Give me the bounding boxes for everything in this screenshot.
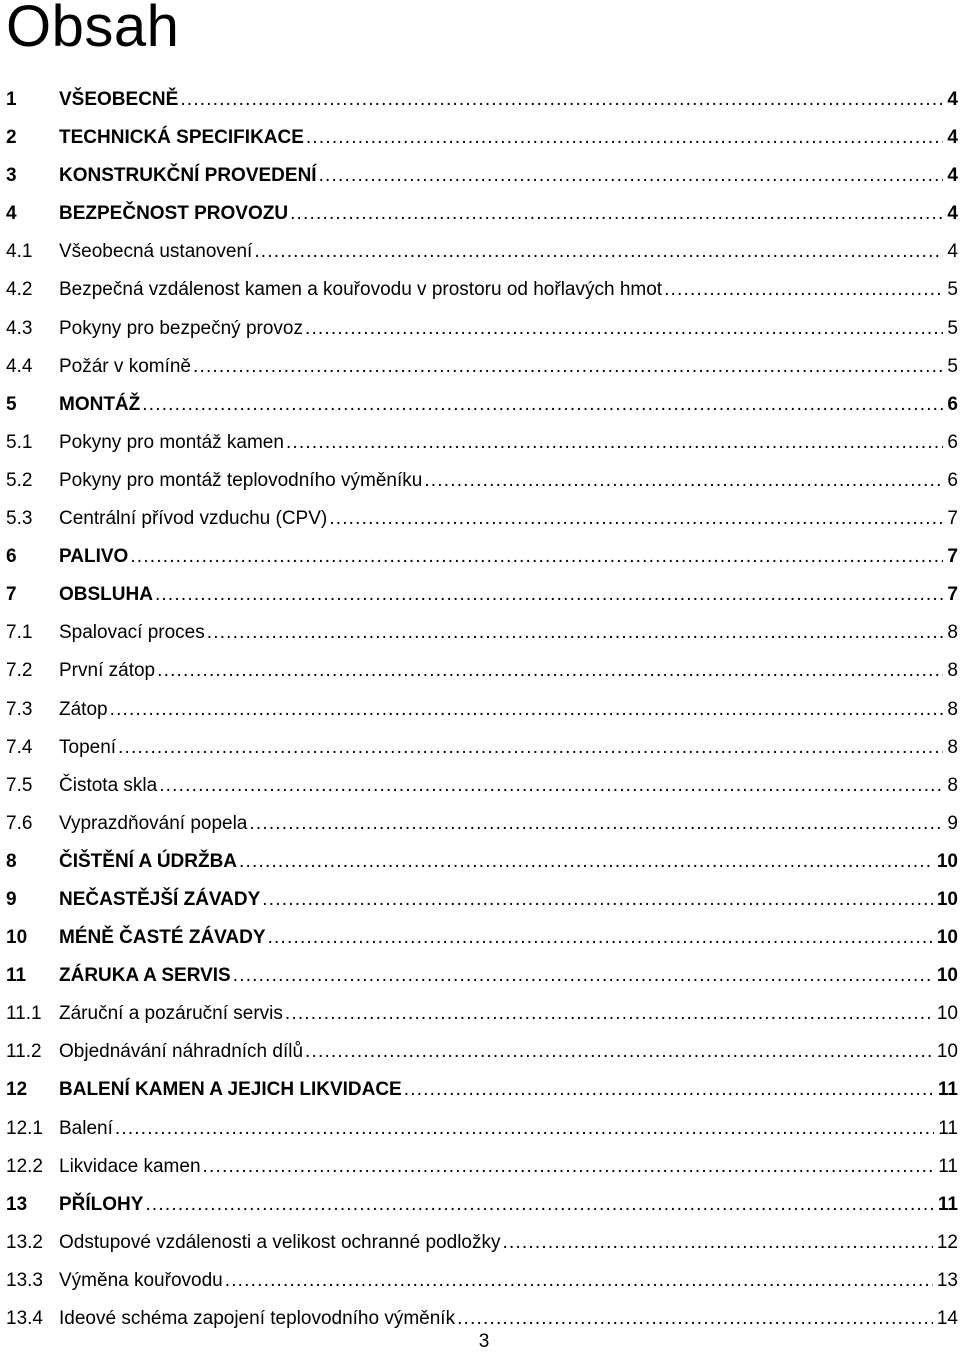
- toc-entry-number: 10: [6, 927, 28, 949]
- toc-entry[interactable]: [6, 424, 958, 462]
- toc-entry-number: 3: [6, 165, 17, 187]
- toc-dot-leader: [254, 233, 943, 271]
- toc-dot-leader: [286, 424, 943, 462]
- toc-entry-page: 6: [947, 393, 958, 415]
- toc-entry-number: 8: [6, 850, 17, 872]
- toc-entry[interactable]: [6, 500, 958, 538]
- toc-dot-leader: [285, 995, 933, 1033]
- toc-entry[interactable]: [6, 1186, 958, 1224]
- toc-dot-leader: [319, 157, 944, 195]
- toc-entry-label: Výměna kouřovodu: [59, 1269, 223, 1291]
- toc-entry-label: ZÁRUKA A SERVIS: [59, 965, 231, 987]
- toc-entry-page: 7: [947, 546, 958, 568]
- toc-entry[interactable]: [6, 843, 958, 881]
- toc-entry-page: 4: [947, 241, 958, 263]
- toc-entry[interactable]: [6, 652, 958, 690]
- toc-entry-number: 7.1: [6, 622, 33, 644]
- toc-entry[interactable]: [6, 538, 958, 576]
- toc-entry-label: Odstupové vzdálenosti a velikost ochranné podložky: [59, 1231, 501, 1253]
- toc-entry-page: 5: [947, 317, 958, 339]
- toc-entry-page: 10: [936, 1003, 958, 1025]
- toc-entry-page: 11: [938, 1117, 958, 1139]
- toc-entry[interactable]: [6, 119, 958, 157]
- toc-entry[interactable]: [6, 729, 958, 767]
- toc-entry-label: BALENÍ KAMEN A JEJICH LIKVIDACE: [59, 1079, 402, 1101]
- toc-entry-label: OBSLUHA: [59, 584, 153, 606]
- toc-dot-leader: [157, 652, 943, 690]
- toc-entry[interactable]: [6, 881, 958, 919]
- toc-entry-number: 2: [6, 127, 17, 149]
- toc-entry-page: 8: [947, 736, 958, 758]
- toc-entry-number: 7.5: [6, 774, 33, 796]
- toc-entry-number: 4: [6, 203, 17, 225]
- toc-entry-number: 13: [6, 1193, 28, 1215]
- toc-dot-leader: [233, 957, 933, 995]
- toc-entry[interactable]: [6, 1071, 958, 1109]
- toc-entry-number: 6: [6, 546, 17, 568]
- table-of-contents: [6, 81, 958, 1338]
- toc-entry[interactable]: [6, 1033, 958, 1071]
- toc-dot-leader: [424, 462, 943, 500]
- toc-entry[interactable]: [6, 271, 958, 309]
- toc-entry[interactable]: [6, 614, 958, 652]
- toc-entry-page: 13: [936, 1269, 958, 1291]
- toc-entry-number: 12.2: [6, 1155, 43, 1177]
- toc-entry-page: 11: [937, 1079, 958, 1101]
- toc-entry[interactable]: [6, 1224, 958, 1262]
- toc-dot-leader: [110, 691, 944, 729]
- toc-entry-label: MONTÁŽ: [59, 393, 141, 415]
- toc-entry-number: 13.4: [6, 1308, 43, 1329]
- toc-entry-label: Čistota skla: [59, 774, 158, 796]
- toc-dot-leader: [305, 1033, 933, 1071]
- toc-dot-leader: [155, 576, 943, 614]
- toc-entry-label: BEZPEČNOST PROVOZU: [59, 203, 289, 225]
- toc-entry[interactable]: [6, 1148, 958, 1186]
- toc-entry-label: Bezpečná vzdálenost kamen a kouřovodu v prostoru od hořlavých hmot: [59, 279, 663, 301]
- toc-entry-label: Pokyny pro bezpečný provoz: [59, 317, 303, 339]
- toc-entry-page: 14: [936, 1308, 958, 1329]
- toc-entry-page: 11: [937, 1193, 958, 1215]
- toc-entry[interactable]: [6, 233, 958, 271]
- toc-entry-page: 10: [936, 927, 958, 949]
- toc-entry[interactable]: [6, 691, 958, 729]
- toc-entry-page: 7: [947, 584, 958, 606]
- toc-entry-number: 5.1: [6, 431, 33, 453]
- toc-entry-page: 8: [947, 660, 958, 682]
- toc-entry-label: Pokyny pro montáž kamen: [59, 431, 284, 453]
- toc-entry[interactable]: [6, 157, 958, 195]
- toc-entry[interactable]: [6, 805, 958, 843]
- page-title: Obsah: [6, 0, 180, 59]
- toc-entry-label: NEČASTĚJŠÍ ZÁVADY: [59, 888, 261, 910]
- toc-dot-leader: [225, 1262, 933, 1300]
- toc-entry-number: 4.3: [6, 317, 33, 339]
- toc-dot-leader: [249, 805, 943, 843]
- toc-dot-leader: [239, 843, 933, 881]
- toc-entry[interactable]: [6, 310, 958, 348]
- toc-entry-label: VŠEOBECNĚ: [59, 89, 179, 110]
- toc-entry-number: 4.1: [6, 241, 33, 263]
- toc-entry-label: Zátop: [59, 698, 108, 720]
- toc-entry-number: 1: [6, 89, 17, 110]
- toc-entry-number: 11.1: [6, 1003, 42, 1025]
- toc-dot-leader: [262, 881, 933, 919]
- toc-dot-leader: [404, 1071, 934, 1109]
- toc-entry-number: 7.6: [6, 812, 33, 834]
- toc-entry-page: 4: [947, 127, 958, 149]
- toc-entry[interactable]: [6, 81, 958, 119]
- toc-entry-number: 9: [6, 888, 17, 910]
- toc-entry[interactable]: [6, 462, 958, 500]
- toc-entry-page: 8: [947, 622, 958, 644]
- toc-entry-page: 8: [947, 774, 958, 796]
- toc-entry[interactable]: [6, 995, 958, 1033]
- toc-entry-label: Objednávání náhradních dílů: [59, 1041, 304, 1063]
- toc-entry-page: 6: [947, 431, 958, 453]
- toc-entry[interactable]: [6, 195, 958, 233]
- toc-entry-label: PALIVO: [59, 546, 129, 568]
- toc-entry-label: ČIŠTĚNÍ A ÚDRŽBA: [59, 850, 238, 872]
- toc-entry-page: 9: [947, 812, 958, 834]
- toc-entry-label: Centrální přívod vzduchu (CPV): [59, 508, 328, 530]
- toc-entry-label: Všeobecná ustanovení: [59, 241, 253, 263]
- toc-entry-page: 4: [947, 203, 958, 225]
- toc-dot-leader: [159, 767, 943, 805]
- toc-entry-label: Spalovací proces: [59, 622, 205, 644]
- toc-dot-leader: [115, 1110, 934, 1148]
- toc-entry-number: 4.4: [6, 355, 33, 377]
- toc-dot-leader: [290, 195, 943, 233]
- toc-entry-page: 10: [936, 850, 958, 872]
- toc-dot-leader: [207, 614, 944, 652]
- toc-entry-number: 11: [6, 965, 27, 987]
- toc-entry-label: Topení: [59, 736, 117, 758]
- toc-dot-leader: [142, 386, 943, 424]
- toc-dot-leader: [268, 919, 933, 957]
- toc-entry-page: 10: [936, 888, 958, 910]
- toc-entry-label: Likvidace kamen: [59, 1155, 201, 1177]
- toc-entry-number: 7.2: [6, 660, 33, 682]
- toc-entry[interactable]: [6, 767, 958, 805]
- toc-entry[interactable]: [6, 1110, 958, 1148]
- toc-dot-leader: [145, 1186, 933, 1224]
- toc-entry-number: 11.2: [6, 1041, 42, 1063]
- toc-entry[interactable]: [6, 919, 958, 957]
- toc-entry-number: 5.2: [6, 469, 33, 491]
- toc-entry-number: 7.4: [6, 736, 33, 758]
- toc-entry-page: 7: [947, 508, 958, 530]
- toc-dot-leader: [306, 119, 944, 157]
- toc-entry[interactable]: [6, 1262, 958, 1300]
- toc-entry-page: 4: [947, 89, 958, 110]
- toc-entry-number: 7.3: [6, 698, 33, 720]
- toc-entry-label: KONSTRUKČNÍ PROVEDENÍ: [59, 165, 317, 187]
- toc-entry-label: Záruční a pozáruční servis: [59, 1003, 283, 1025]
- toc-entry-page: 10: [936, 965, 958, 987]
- toc-entry[interactable]: [6, 957, 958, 995]
- toc-entry-label: Vyprazdňování popela: [59, 812, 248, 834]
- toc-entry-page: 5: [947, 355, 958, 377]
- toc-entry-page: 6: [947, 469, 958, 491]
- toc-dot-leader: [180, 81, 943, 119]
- toc-entry-label: Pokyny pro montáž teplovodního výměníku: [59, 469, 423, 491]
- toc-dot-leader: [118, 729, 943, 767]
- toc-entry-number: 13.3: [6, 1269, 43, 1291]
- toc-dot-leader: [329, 500, 943, 538]
- toc-entry-page: 10: [936, 1041, 958, 1063]
- toc-entry[interactable]: [6, 386, 958, 424]
- toc-entry-number: 7: [6, 584, 17, 606]
- toc-entry-page: 5: [947, 279, 958, 301]
- toc-entry-label: MÉNĚ ČASTÉ ZÁVADY: [59, 927, 266, 949]
- toc-dot-leader: [130, 538, 943, 576]
- toc-entry-label: Balení: [59, 1117, 113, 1139]
- toc-dot-leader: [193, 348, 943, 386]
- toc-entry-label: Ideové schéma zapojení teplovodního výměník: [59, 1308, 456, 1329]
- page-number: 3: [478, 1331, 490, 1352]
- toc-dot-leader: [203, 1148, 935, 1186]
- toc-entry-label: Požár v komíně: [59, 355, 191, 377]
- toc-dot-leader: [305, 310, 943, 348]
- toc-entry-number: 5: [6, 393, 17, 415]
- toc-entry[interactable]: [6, 348, 958, 386]
- toc-dot-leader: [502, 1224, 932, 1262]
- toc-entry-label: První zátop: [59, 660, 156, 682]
- toc-entry-label: PŘÍLOHY: [59, 1193, 144, 1215]
- toc-entry-page: 4: [947, 165, 958, 187]
- toc-entry-label: TECHNICKÁ SPECIFIKACE: [59, 127, 304, 149]
- toc-entry-number: 12.1: [6, 1117, 43, 1139]
- toc-dot-leader: [664, 271, 943, 309]
- toc-entry-number: 12: [6, 1079, 28, 1101]
- toc-entry-number: 4.2: [6, 279, 33, 301]
- toc-entry-page: 8: [947, 698, 958, 720]
- toc-entry-number: 5.3: [6, 508, 33, 530]
- toc-entry[interactable]: [6, 576, 958, 614]
- toc-entry-page: 11: [938, 1155, 958, 1177]
- toc-entry-number: 13.2: [6, 1231, 43, 1253]
- toc-entry-page: 12: [936, 1231, 958, 1253]
